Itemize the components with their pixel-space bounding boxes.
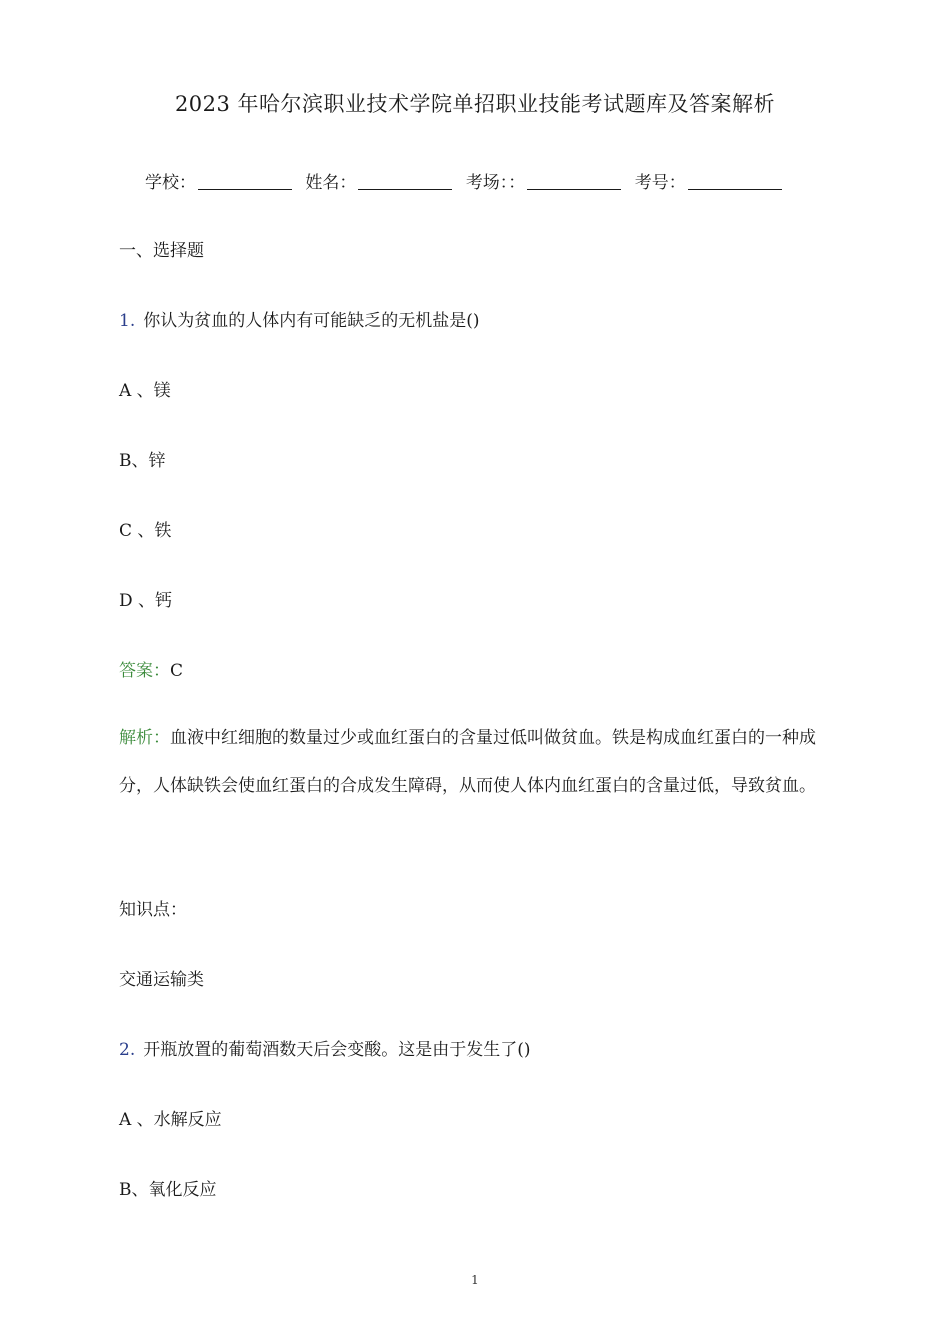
room-field: [466, 168, 622, 193]
question-2-option-a: A 、水解反应: [119, 1110, 222, 1130]
question-1: [119, 306, 480, 331]
question-1-option-c: C 、铁: [119, 521, 172, 541]
knowledge-label: 知识点：: [119, 900, 187, 920]
question-2-text: 开瓶放置的葡萄酒数天后会变酸。这是由于发生了(): [143, 1040, 531, 1060]
room-blank: [527, 173, 621, 190]
analysis-text: 血液中红细胞的数量过少或血红蛋白的含量过低叫做贫血。铁是构成血红蛋白的一种成分，人体缺铁会使血红蛋白的合成发生障碍，从而使人体内血红蛋白的含量过低，导致贫血。: [119, 728, 816, 796]
question-1-number: 1.: [119, 311, 136, 331]
header-fields: [145, 168, 790, 193]
number-field: [635, 168, 782, 193]
name-blank: [358, 173, 452, 190]
question-1-analysis: [119, 714, 834, 810]
section-heading: 一、选择题: [119, 241, 204, 261]
analysis-label: 解析：: [119, 728, 170, 748]
room-label: 考场：：: [465, 173, 526, 193]
number-blank: [688, 173, 782, 190]
answer-label: 答案：: [119, 661, 170, 681]
question-2-option-b: B、氧化反应: [119, 1180, 217, 1200]
question-1-option-b: B、锌: [119, 451, 166, 471]
number-label: 考号：: [634, 173, 686, 193]
school-label: 学校：: [145, 173, 196, 193]
answer-value: C: [170, 661, 184, 681]
question-1-answer: [119, 656, 183, 681]
question-1-option-a: A 、镁: [119, 381, 171, 401]
school-blank: [198, 173, 292, 190]
question-2: [119, 1035, 531, 1060]
question-1-option-d: D 、钙: [119, 591, 173, 611]
question-2-number: 2.: [119, 1040, 136, 1060]
question-1-text: 你认为贫血的人体内有可能缺乏的无机盐是(): [143, 311, 480, 331]
knowledge-value: 交通运输类: [119, 970, 204, 990]
name-label: 姓名：: [305, 173, 357, 193]
page-number: 1: [471, 1273, 479, 1287]
school-field: [145, 168, 292, 193]
document-title: 2023 年哈尔滨职业技术学院单招职业技能考试题库及答案解析: [174, 92, 776, 116]
name-field: [305, 168, 452, 193]
